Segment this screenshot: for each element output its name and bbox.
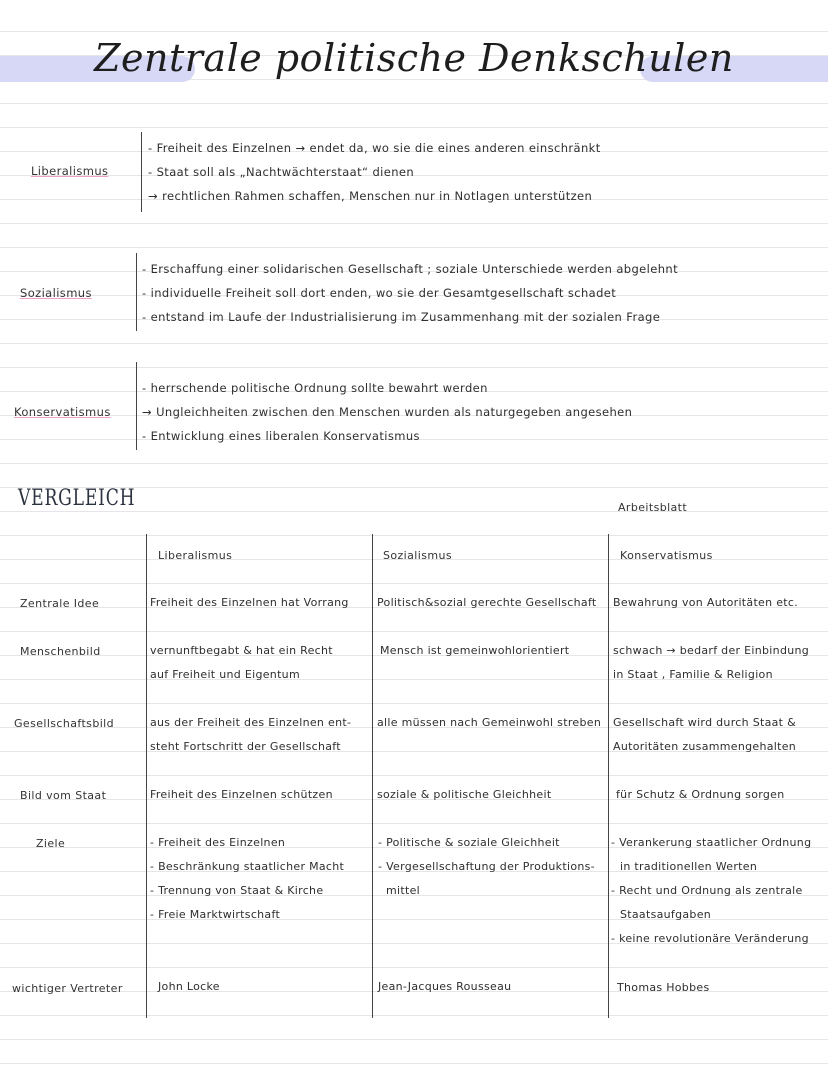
table-column-divider xyxy=(608,534,609,1018)
school-point: - Entwicklung eines liberalen Konservatismus xyxy=(142,429,420,443)
table-cell: alle müssen nach Gemeinwohl streben xyxy=(377,716,602,729)
table-header-konservatismus: Konservatismus xyxy=(620,549,713,562)
school-point: → Ungleichheiten zwischen den Menschen wurden als naturgegeben angesehen xyxy=(142,405,633,419)
school-point: - individuelle Freiheit soll dort enden, wo sie der Gesamtgesellschaft schadet xyxy=(142,286,617,300)
school-label-konservatismus: Konservatismus xyxy=(14,405,111,419)
school-point: - Erschaffung einer solidarischen Gesellschaft ; soziale Unterschiede werden abgelehnt xyxy=(142,262,678,276)
table-header-liberalismus: Liberalismus xyxy=(158,549,233,562)
school-point: - herrschende politische Ordnung sollte bewahrt werden xyxy=(142,381,488,395)
table-cell: aus der Freiheit des Einzelnen ent- steht Fortschritt der Gesellschaft xyxy=(150,716,352,753)
table-cell: Freiheit des Einzelnen hat Vorrang xyxy=(150,596,349,609)
table-row-label: Ziele xyxy=(36,837,66,850)
school-point: - Freiheit des Einzelnen → endet da, wo sie die eines anderen einschränkt xyxy=(148,141,601,155)
table-cell: Bewahrung von Autoritäten etc. xyxy=(613,596,799,609)
school-label-sozialismus: Sozialismus xyxy=(20,286,92,300)
table-row-label: wichtiger Vertreter xyxy=(12,982,123,995)
table-row-label: Menschenbild xyxy=(20,645,101,658)
table-cell: Jean-Jacques Rousseau xyxy=(378,980,512,993)
table-cell: für Schutz & Ordnung sorgen xyxy=(616,788,785,801)
school-point: - entstand im Laufe der Industrialisierung im Zusammenhang mit der sozialen Frage xyxy=(142,310,661,324)
table-cell: - Freiheit des Einzelnen - Beschränkung staatlicher Macht - Trennung von Staat & Kirche - Freie Marktwirtschaft xyxy=(150,836,345,921)
table-cell: vernunftbegabt & hat ein Recht auf Freiheit und Eigentum xyxy=(150,644,333,681)
page-title: Zentrale politische Denkschulen xyxy=(94,36,734,80)
table-row-label: Zentrale Idee xyxy=(20,597,100,610)
table-cell: Gesellschaft wird durch Staat & Autoritäten zusammengehalten xyxy=(613,716,797,753)
table-cell: Freiheit des Einzelnen schützen xyxy=(150,788,333,801)
school-divider xyxy=(136,362,137,450)
section-heading-vergleich: VERGLEICH xyxy=(18,486,136,511)
table-cell: Mensch ist gemeinwohlorientiert xyxy=(380,644,570,657)
table-cell: - Verankerung staatlicher Ordnung in traditionellen Werten - Recht und Ordnung als zentrale Staatsaufgaben - keine revolutionäre Veränderung xyxy=(611,836,812,945)
table-cell: Politisch&sozial gerechte Gesellschaft xyxy=(377,596,597,609)
table-cell: soziale & politische Gleichheit xyxy=(377,788,552,801)
school-label-liberalismus: Liberalismus xyxy=(31,164,109,178)
school-point: → rechtlichen Rahmen schaffen, Menschen nur in Notlagen unterstützen xyxy=(148,189,593,203)
table-cell: Thomas Hobbes xyxy=(617,981,710,994)
table-column-divider xyxy=(146,534,147,1018)
table-cell: John Locke xyxy=(158,980,220,993)
table-header-sozialismus: Sozialismus xyxy=(383,549,452,562)
table-cell: schwach → bedarf der Einbindung in Staat , Familie & Religion xyxy=(613,644,810,681)
table-row-label: Bild vom Staat xyxy=(20,789,107,802)
school-divider xyxy=(136,253,137,331)
table-column-divider xyxy=(372,534,373,1018)
table-cell: - Politische & soziale Gleichheit - Vergesellschaftung der Produktions- mittel xyxy=(378,836,595,897)
school-divider xyxy=(141,132,142,212)
worksheet-note: Arbeitsblatt xyxy=(618,501,688,514)
table-row-label: Gesellschaftsbild xyxy=(14,717,114,730)
school-point: - Staat soll als „Nachtwächterstaat“ dienen xyxy=(148,165,415,179)
